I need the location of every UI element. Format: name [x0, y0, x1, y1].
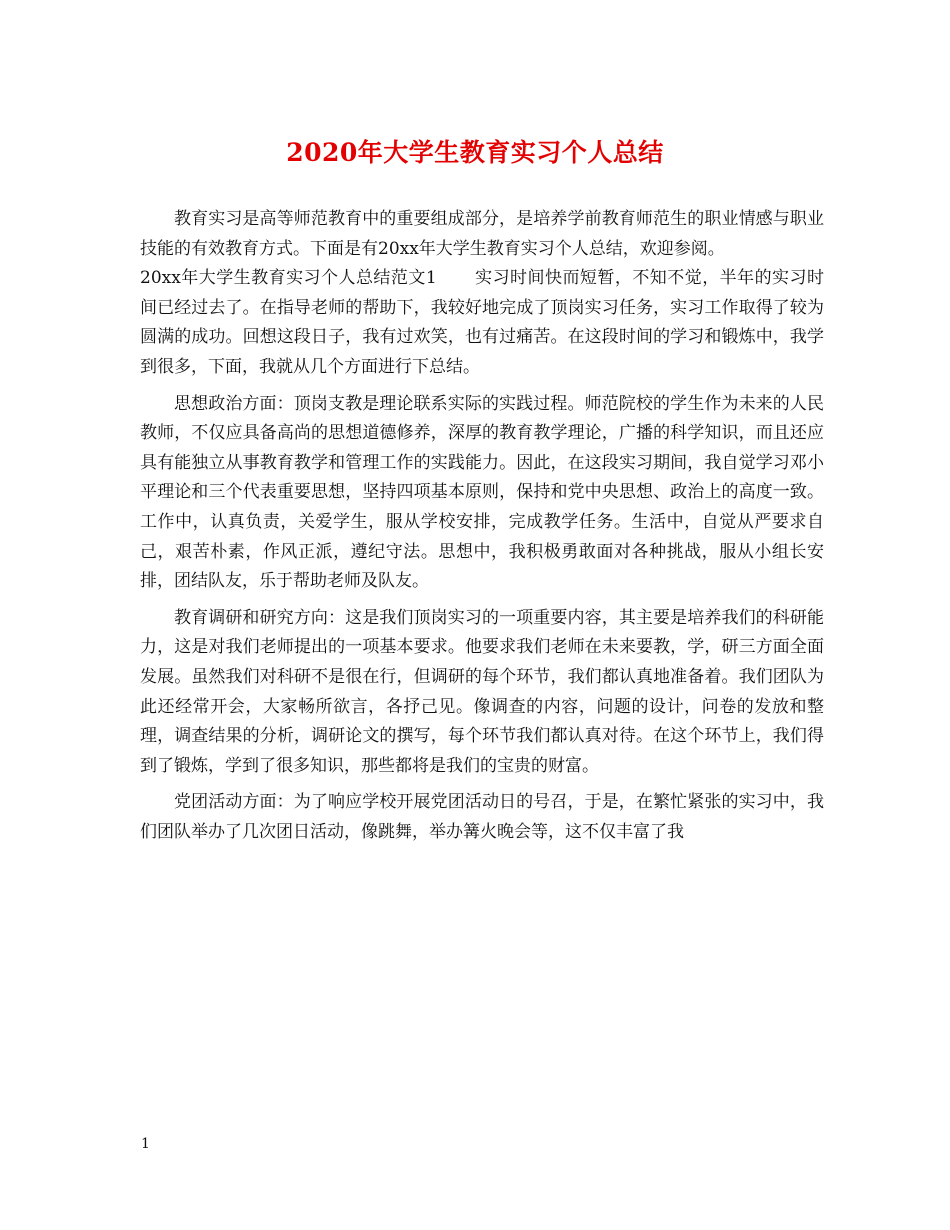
- section-block: [140, 264, 824, 382]
- intro-paragraph: 教育实习是高等师范教育中的重要组成部分，是培养学前教育师范生的职业情感与职业技能的有效教育方式。下面是有20xx年大学生教育实习个人总结，欢迎参阅。: [140, 209, 824, 259]
- section-first-paragraph: 实习时间快而短暂，不知不觉，半年的实习时间已经过去了。在指导老师的帮助下，我较好地完成了顶岗实习任务，实习工作取得了较为圆满的成功。回想这段日子，我有过欢笑，也有过痛苦。在这段时间的学习和锻炼中，我学到很多，下面，我就从几个方面进行下总结。: [140, 268, 824, 377]
- document-body: [140, 205, 824, 854]
- paragraph-research: 教育调研和研究方向：这是我们顶岗实习的一项重要内容，其主要是培养我们的科研能力，这是对我们老师提出的一项基本要求。他要求我们老师在未来要教，学，研三方面全面发展。虽然我们对科研不是很在行，但调研的每个环节，我们都认真地准备着。我们团队为此还经常开会，大家畅所欲言，各抒己见。像调查的内容，问题的设计，问卷的发放和整理，调查结果的分析，调研论文的撰写，每个环节我们都认真对待。在这个环节上，我们得到了锻炼，学到了很多知识，那些都将是我们的宝贵的财富。: [140, 607, 824, 776]
- section-heading: 20xx年大学生教育实习个人总结范文1: [140, 268, 437, 289]
- document-title: 2020年大学生教育实习个人总结: [286, 138, 664, 167]
- paragraph-ideology: 思想政治方面：顶岗支教是理论联系实际的实践过程。师范院校的学生作为未来的人民教师，不仅应具备高尚的思想道德修养，深厚的教育教学理论，广播的科学知识，而且还应具有能独立从事教育教学和管理工作的实践能力。因此，在这段实习期间，我自觉学习邓小平理论和三个代表重要思想，坚持四项基本原则，保持和党中央思想、政治上的高度一致。工作中，认真负责，关爱学生，服从学校安排，完成教学任务。生活中，自觉从严要求自己，艰苦朴素，作风正派，遵纪守法。思想中，我积极勇敢面对各种挑战，服从小组长安排，团结队友，乐于帮助老师及队友。: [140, 393, 824, 592]
- page-number: 1: [141, 1136, 150, 1152]
- paragraph-party-activities: 党团活动方面：为了响应学校开展党团活动日的号召，于是，在繁忙紧张的实习中，我们团队举办了几次团日活动，像跳舞，举办篝火晚会等，这不仅丰富了我: [140, 792, 824, 842]
